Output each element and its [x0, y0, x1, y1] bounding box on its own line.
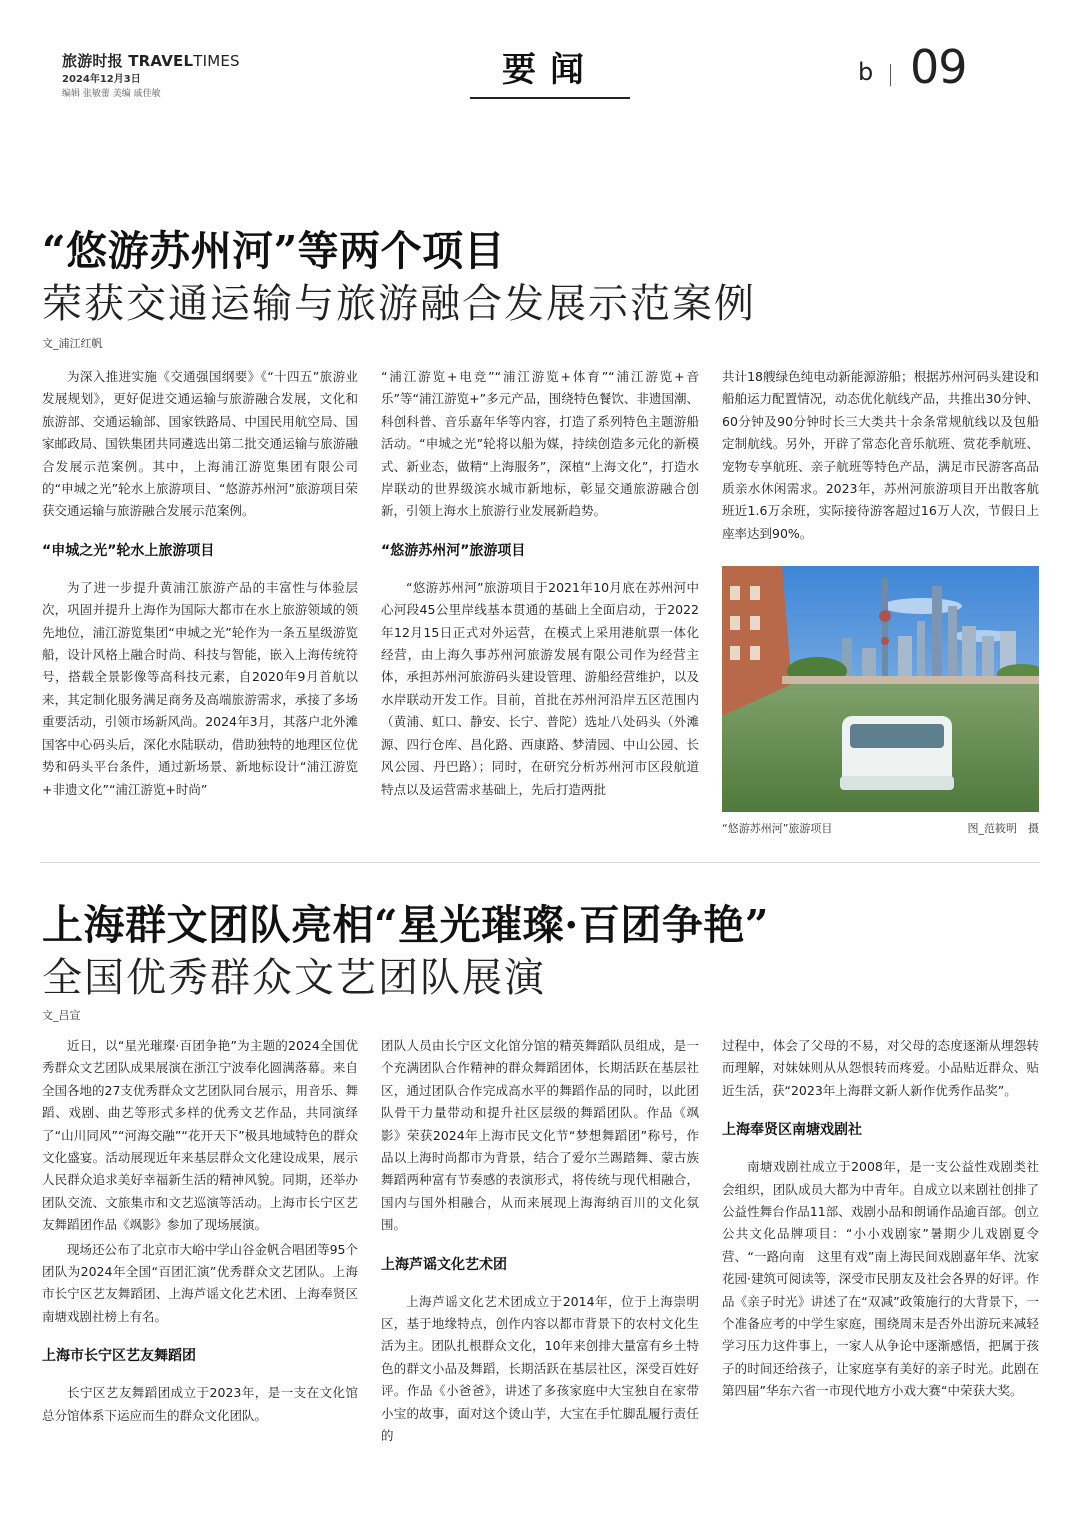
- paragraph: 为了进一步提升黄浦江旅游产品的丰富性与体验层次，巩固并提升上海作为国际大都市在水上旅游领域的领先地位，浦江游览集团“申城之光”轮作为一条五星级游览船，设计风格上融合时尚、科技与智能，嵌入上海传统符号，搭载全景影像等高科技元素，自2020年9月首航以来，其定制化服务满足商务及高端旅游需求，承接了多场重要活动，引领市场新风尚。2024年3月，其落户北外滩国客中心码头后，深化水陆联动，借助独特的地理区位优势和码头平台条件，通过新场景、新地标设计“浦江游览+非遗文化”“浦江游览+时尚”: [42, 579, 358, 797]
- paragraph: 共计18艘绿色纯电动新能源游船；根据苏州河码头建设和船舶运力配置情况，动态优化航线产品，共推出30分钟、60分钟及90分钟时长三大类共十余条常规航线以及包船定制航线。另外，开辟了常态化音乐航班、赏花季航班、宠物专享航班、亲子航班等特色产品，满足市民游客高品质亲水休闲需求。2023年，苏州河旅游项目开出散客航班近1.6万余班，实际接待游客超过16万人次，节假日上座率达到90%。: [722, 369, 1039, 541]
- paragraph: 团队人员由长宁区文化馆分馆的精英舞蹈队员组成，是一个充满团队合作精神的群众舞蹈团体，长期活跃在基层社区，通过团队合作完成高水平的舞蹈作品的同时，以此团队骨干力量带动和提升社区层级的舞蹈团队。作品《飒影》荣获2024年上海市民文化节“梦想舞蹈团”称号，作品以上海时尚都市为背景，结合了爱尔兰踢踏舞、蒙古族舞蹈两种富有节奏感的表演形式，将传统与现代相融合，国内与国外相融合，从而来展现上海海纳百川的文化氛围。: [381, 1038, 699, 1233]
- newspaper-brand: [62, 50, 240, 71]
- paragraph: 南塘戏剧社成立于2008年，是一支公益性戏剧类社会组织，团队成员大都为中青年。自成立以来剧社创排了公益性舞台作品11部、戏剧小品和朗诵作品逾百部。创立公共文化品牌项目：“小小戏剧家”暑期少儿戏剧夏令营、“一路向南 这里有戏”南上海民间戏剧嘉年华、沈家花园·建筑可阅读等，深受市民朋友及社会各界的好评。作品《亲子时光》讲述了在“双减”政策施行的大背景下，一个准备应考的中学生家庭，围绕周末是否外出游玩来减轻学习压力这件事上，一家人从争论中逐渐感悟，把属于孩子的时间还给孩子，让家庭享有美好的亲子时光。此剧在第四届”华东六省一市现代地方小戏大赛“中荣获大奖。: [722, 1159, 1039, 1399]
- article2-column-3: [722, 1035, 1039, 1405]
- article1-headline: “悠游苏州河”等两个项目: [42, 227, 506, 275]
- article2-column-1: [42, 1035, 358, 1429]
- subheading: “申城之光”轮水上旅游项目: [42, 542, 215, 559]
- paragraph: 长宁区艺友舞蹈团成立于2023年，是一支在文化馆总分馆体系下运应而生的群众文化团队。: [42, 1385, 358, 1423]
- article2-byline: 文_吕宣: [42, 1009, 81, 1022]
- subheading: 上海市长宁区艺友舞蹈团: [42, 1348, 196, 1365]
- article1-byline: 文_浦江红帆: [42, 337, 103, 350]
- article2-column-2: [381, 1035, 699, 1450]
- page-letter: b: [858, 58, 874, 86]
- subheading: 上海芦谣文化艺术团: [381, 1256, 507, 1273]
- article1-column-1: [42, 366, 358, 803]
- paragraph: “浦江游览+电竞”“浦江游览+体育”“浦江游览+音乐”等“浦江游览+”多元产品，围绕特色餐饮、非遗国潮、科创科普、音乐嘉年华等内容，打造了系列特色主题游船活动。“申城之光”轮将以船为媒，持续创造多元化的新模式、新业态，做精“上海服务”，深植“上海文化”，打造水岸联动的世界级滨水城市新地标，彰显交通旅游融合创新，引领上海水上旅游行业发展新趋势。: [381, 369, 699, 519]
- paragraph: “悠游苏州河”旅游项目于2021年10月底在苏州河中心河段45公里岸线基本贯通的基础上全面启动，于2022年12月15日正式对外运营，在模式上采用港航票一体化经营，由上海久事苏州河旅游发展有限公司作为经营主体，承担苏州河旅游码头建设管理、游船经营维护，以及水岸联动开发工作。目前，首批在苏州河沿岸五区范围内（黄浦、虹口、静安、长宁、普陀）选址八处码头（外滩源、四行仓库、昌化路、西康路、梦清园、中山公园、长风公园、丹巴路）；同时，在研究分析苏州河市区段航道特点以及运营需求基础上，先后打造两批: [381, 579, 699, 797]
- page-number: 09: [910, 40, 967, 94]
- article2-headline: 上海群文团队亮相“星光璀璨·百团争艳”: [42, 901, 769, 949]
- paragraph: 上海芦谣文化艺术团成立于2014年，位于上海崇明区，基于地缘特点，创作内容以都市背景下的农村文化生活为主。团队扎根群众文化，10年来创排大量富有乡土特色的群文小品及舞蹈，长期活跃在基层社区，深受百姓好评。作品《小爸爸》，讲述了多孩家庭中大宝独自在家带小宝的故事，面对这个烫山芋，大宝在手忙脚乱履行责任的: [381, 1293, 699, 1444]
- article1-column-2: [381, 366, 699, 803]
- photo-caption-row: [722, 820, 1039, 836]
- paragraph: 近日，以“星光璀璨·百团争艳”为主题的2024全国优秀群众文艺团队成果展演在浙江宁波奉化圆满落幕。来自全国各地的27支优秀群众文艺团队同台展示，用音乐、舞蹈、戏剧、曲艺等形式多样的优秀文艺作品，共同演绎了“山川同风”“河海交融”“花开天下”极具地域特色的群众文化盛宴。活动展现近年来基层群众文化建设成果，展示人民群众追求美好幸福新生活的精神风貌。同期，还举办团队交流、文旅集市和文艺巡演等活动。上海市长宁区艺友舞蹈团作品《飒影》参加了现场展演。: [42, 1038, 358, 1233]
- section-title: 要闻: [502, 50, 598, 90]
- paragraph: 现场还公布了北京市大峪中学山谷金帆合唱团等95个团队为2024年全国“百团汇演”优秀群众文艺团队。上海市长宁区艺友舞蹈团、上海芦谣文化艺术团、上海奉贤区南塘戏剧社榜上有名。: [42, 1241, 358, 1324]
- photo-caption: “悠游苏州河”旅游项目: [722, 822, 833, 835]
- subheading: 上海奉贤区南塘戏剧社: [722, 1122, 862, 1139]
- photo-credit: 图_范筱明 摄: [967, 822, 1039, 835]
- subheading: “悠游苏州河”旅游项目: [381, 542, 526, 559]
- paragraph: 为深入推进实施《交通强国纲要》《“十四五”旅游业发展规划》，更好促进交通运输与旅游融合发展，文化和旅游部、交通运输部、国家铁路局、中国民用航空局、国家邮政局、国铁集团共同遴选出第二批交通运输与旅游融合发展示范案例。其中，上海浦江游览集团有限公司的“申城之光”轮水上旅游项目、“悠游苏州河”旅游项目荣获交通运输与旅游融合发展示范案例。: [42, 369, 358, 519]
- article1-subheadline: 荣获交通运输与旅游融合发展示范案例: [42, 281, 756, 327]
- paragraph: 过程中，体会了父母的不易，对父母的态度逐渐从埋怨转而理解，对妹妹则从从怨恨转而疼爱。小品贴近群众、贴近生活，获“2023年上海群文新人新作优秀作品奖”。: [722, 1038, 1039, 1098]
- brand-en-light: TIMES: [193, 52, 240, 70]
- issue-date: 2024年12月3日: [62, 74, 141, 85]
- article1-column-3: [722, 366, 1039, 547]
- brand-cn: 旅游时报: [62, 52, 123, 70]
- article-divider: [40, 862, 1040, 863]
- suzhou-creek-photo: [722, 566, 1039, 812]
- page-separator: [890, 64, 891, 86]
- article2-subheadline: 全国优秀群众文艺团队展演: [42, 955, 546, 1001]
- section-underline: [470, 97, 630, 99]
- brand-en-bold: TRAVEL: [128, 52, 194, 70]
- editors-line: 编辑 张敏蕾 美编 戚佳敏: [62, 89, 161, 99]
